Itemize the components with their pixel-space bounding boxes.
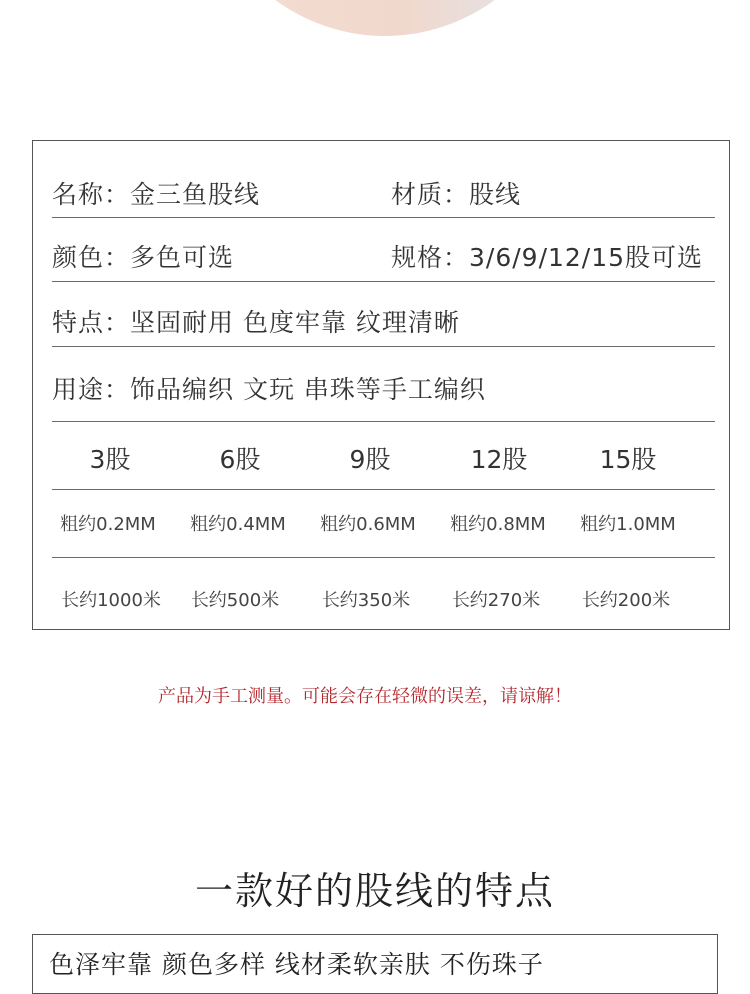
- divider: [52, 217, 715, 218]
- strand-thickness: 粗约0.4MM: [190, 514, 286, 535]
- strand-length: 长约1000米: [61, 590, 161, 611]
- strand-thickness: 粗约0.6MM: [320, 514, 416, 535]
- strand-name: 15股: [599, 445, 657, 474]
- spec-name: 名称：金三鱼股线: [52, 180, 261, 209]
- strand-thickness: 粗约0.8MM: [450, 514, 546, 535]
- product-image-partial: [200, 0, 570, 36]
- spec-feature: 特点：坚固耐用 色度牢靠 纹理清晰: [52, 308, 460, 337]
- strand-length: 长约270米: [451, 590, 541, 611]
- strand-name: 6股: [219, 445, 261, 474]
- strand-name: 9股: [349, 445, 391, 474]
- feature-line: 色泽牢靠 颜色多样 线材柔软亲肤 不伤珠子: [49, 950, 544, 979]
- strand-length: 长约500米: [190, 590, 280, 611]
- strand-thickness: 粗约0.2MM: [60, 514, 156, 535]
- divider: [52, 281, 715, 282]
- spec-usage: 用途：饰品编织 文玩 串珠等手工编织: [52, 375, 486, 404]
- strand-name: 3股: [89, 445, 131, 474]
- divider: [52, 421, 715, 422]
- divider: [52, 557, 715, 558]
- spec-color: 颜色：多色可选: [52, 243, 235, 272]
- measurement-note: 产品为手工测量。可能会存在轻微的误差，请谅解！: [158, 686, 572, 707]
- divider: [52, 346, 715, 347]
- strand-thickness: 粗约1.0MM: [580, 514, 676, 535]
- feature-box: [32, 934, 718, 994]
- section-title: 一款好的股线的特点: [194, 869, 555, 913]
- strand-length: 长约350米: [321, 590, 411, 611]
- divider: [52, 489, 715, 490]
- spec-material: 材质：股线: [391, 180, 522, 209]
- spec-table: [32, 140, 730, 630]
- strand-length: 长约200米: [581, 590, 671, 611]
- spec-size: 规格：3/6/9/12/15股可选: [391, 243, 704, 272]
- strand-name: 12股: [470, 445, 528, 474]
